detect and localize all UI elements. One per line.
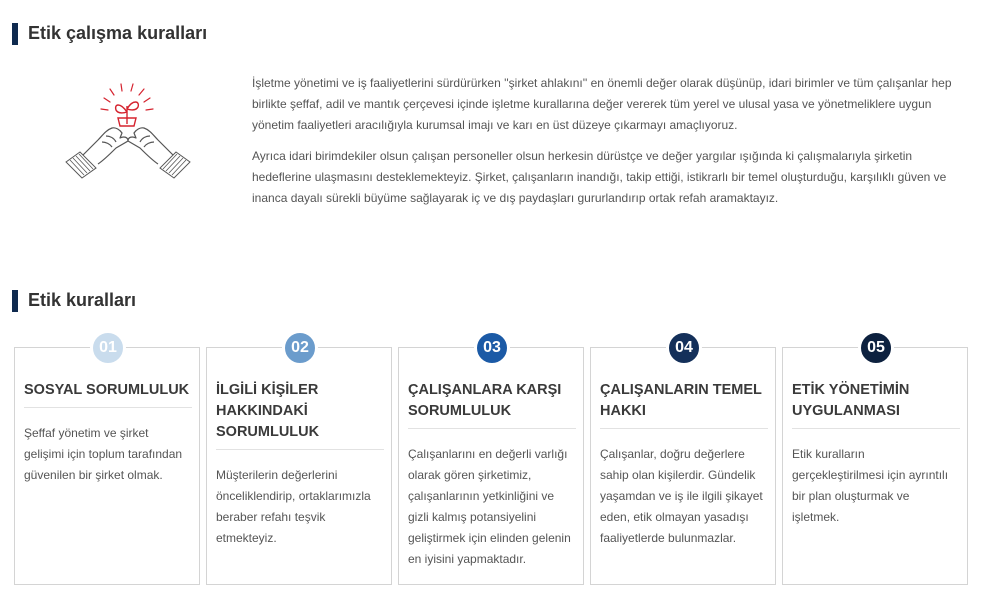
section-heading: Etik çalışma kuralları	[28, 23, 208, 43]
intro-paragraph-1: İşletme yönetimi ve iş faaliyetlerini sürdürürken ''şirket ahlakını'' en önemli değer olarak düşünüp, idari birimler ve tüm çalışanlar hep birlikte şeffaf, adil ve mantık çerçevesi içinde işletme kurallarına değer vererek tüm yerel ve ulusal yasa ve yönetmeliklere uygun yönetim faaliyetleri aracılığıyla kurumsal imajı ve karı en üst düzeye çıkarmayı amaçlıyoruz.	[252, 76, 952, 132]
card-title: ÇALIŞANLARA KARŞI SORUMLULUK	[408, 380, 576, 429]
rule-card-employee-responsibility	[398, 339, 584, 585]
title-accent-bar	[12, 23, 18, 45]
rule-card-social-responsibility	[14, 339, 200, 585]
rule-card-stakeholder-responsibility	[206, 339, 392, 585]
card-text: Çalışanlarını en değerli varlığı olarak gören şirketimiz, çalışanlarının yetkinliğini ve gizli kalmış potansiyelini geliştirmek için elinden gelenin en iyisini yapmaktadır.	[408, 447, 571, 566]
card-number-badge: 01	[90, 330, 126, 366]
intro-paragraph-2: Ayrıca idari birimdekiler olsun çalışan personeller olsun herkesin dürüstçe ve değer yargılar ışığında ki çalışmalarıyla şirketin hedeflerine ulaşmasını desteklemekteyiz. Şirket, çalışanların inandığı, takip ettiği, istikrarlı bir temel oluşturduğu, karşılıklı güven ve inanca dayalı sürekli büyüme sağlayarak iç ve dış paydaşları gururlandırıp ortak refah aramaktayız.	[252, 149, 947, 205]
card-number-badge: 02	[282, 330, 318, 366]
card-text: Müşterilerin değerlerini önceliklendirip, ortaklarımızla beraber refahı teşvik etmekteyiz.	[216, 468, 371, 545]
pinky-promise-hands-icon	[58, 80, 198, 180]
rule-card-ethics-management	[782, 339, 968, 585]
card-text: Etik kuralların gerçekleştirilmesi için ayrıntılı bir plan oluşturmak ve işletmek.	[792, 447, 949, 524]
intro-text	[252, 73, 974, 219]
section-title-ethics-rules	[12, 289, 136, 312]
card-text: Şeffaf yönetim ve şirket gelişimi için toplum tarafından güvenilen bir şirket olmak.	[24, 426, 183, 482]
card-number-badge: 04	[666, 330, 702, 366]
card-title: ÇALIŞANLARIN TEMEL HAKKI	[600, 380, 768, 429]
card-number-badge: 05	[858, 330, 894, 366]
section-title-ethics-work	[12, 22, 207, 45]
card-title: İLGİLİ KİŞİLER HAKKINDAKİ SORUMLULUK	[216, 380, 384, 450]
card-text: Çalışanlar, doğru değerlere sahip olan kişilerdir. Gündelik yaşamdan ve iş ile ilgili şikayet eden, etik olmayan yasadışı faaliyetlerde bulunmazlar.	[600, 447, 763, 545]
ethics-rule-cards	[14, 339, 972, 587]
rule-card-employee-basic-rights	[590, 339, 776, 585]
card-title: SOSYAL SORUMLULUK	[24, 380, 192, 408]
card-title: ETİK YÖNETİMİN UYGULANMASI	[792, 380, 960, 429]
title-accent-bar	[12, 290, 18, 312]
card-number-badge: 03	[474, 330, 510, 366]
section-heading: Etik kuralları	[28, 290, 137, 310]
